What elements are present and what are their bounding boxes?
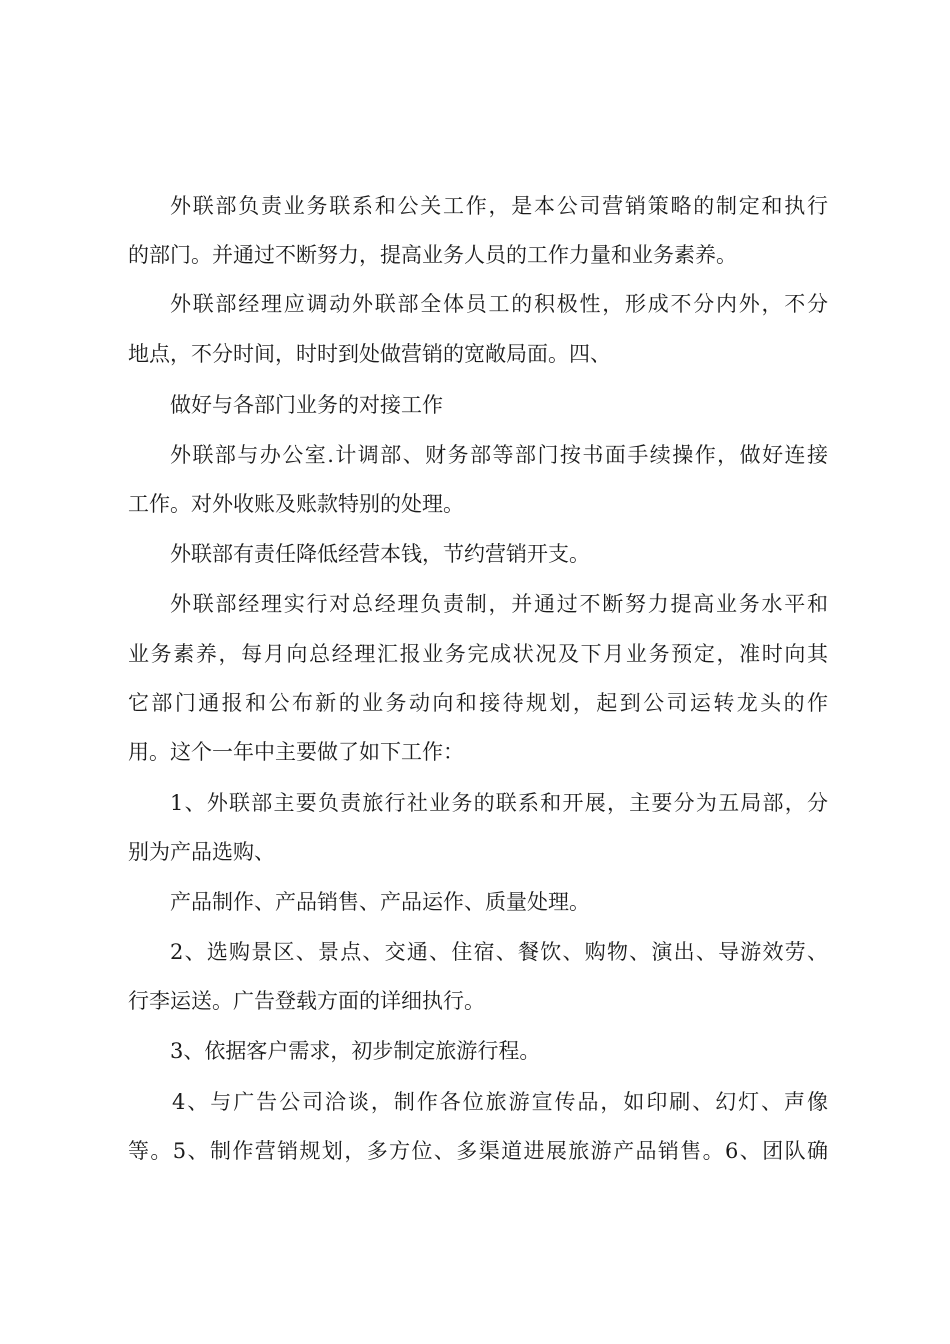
section-heading: 做好与各部门业务的对接工作: [170, 393, 443, 417]
list-item: 4、与广告公司洽谈，制作各位旅游宣传品，如印刷、幻灯、声像: [172, 1090, 828, 1114]
text-line: 外联部经理应调动外联部全体员工的积极性，形成不分内外，不分: [170, 292, 828, 316]
text-line: 外联部经理实行对总经理负责制，并通过不断努力提高业务水平和: [170, 592, 828, 616]
list-item: 3、依据客户需求，初步制定旅游行程。: [170, 1039, 541, 1063]
list-item: 1、外联部主要负责旅行社业务的联系和开展，主要分为五局部，分: [170, 791, 828, 815]
text-line: 行李运送。广告登载方面的详细执行。: [128, 989, 485, 1013]
text-line: 外联部负责业务联系和公关工作，是本公司营销策略的制定和执行: [170, 194, 828, 218]
text-line: 业务素养，每月向总经理汇报业务完成状况及下月业务预定，准时向其: [128, 642, 828, 666]
text-line: 用。这个一年中主要做了如下工作：: [128, 740, 464, 764]
text-line: 等。5、制作营销规划，多方位、多渠道进展旅游产品销售。6、团队确: [128, 1139, 828, 1163]
text-line: 的部门。并通过不断努力，提高业务人员的工作力量和业务素养。: [128, 243, 737, 267]
text-line: 别为产品选购、: [128, 840, 275, 864]
text-line: 外联部与办公室.计调部、财务部等部门按书面手续操作，做好连接: [170, 443, 828, 467]
text-line: 地点，不分时间，时时到处做营销的宽敞局面。四、: [128, 342, 611, 366]
text-line: 它部门通报和公布新的业务动向和接待规划，起到公司运转龙头的作: [128, 691, 828, 715]
text-line: 产品制作、产品销售、产品运作、质量处理。: [170, 890, 590, 914]
list-item: 2、选购景区、景点、交通、住宿、餐饮、购物、演出、导游效劳、: [170, 940, 828, 964]
text-line: 工作。对外收账及账款特别的处理。: [128, 492, 464, 516]
text-line: 外联部有责任降低经营本钱，节约营销开支。: [170, 542, 590, 566]
